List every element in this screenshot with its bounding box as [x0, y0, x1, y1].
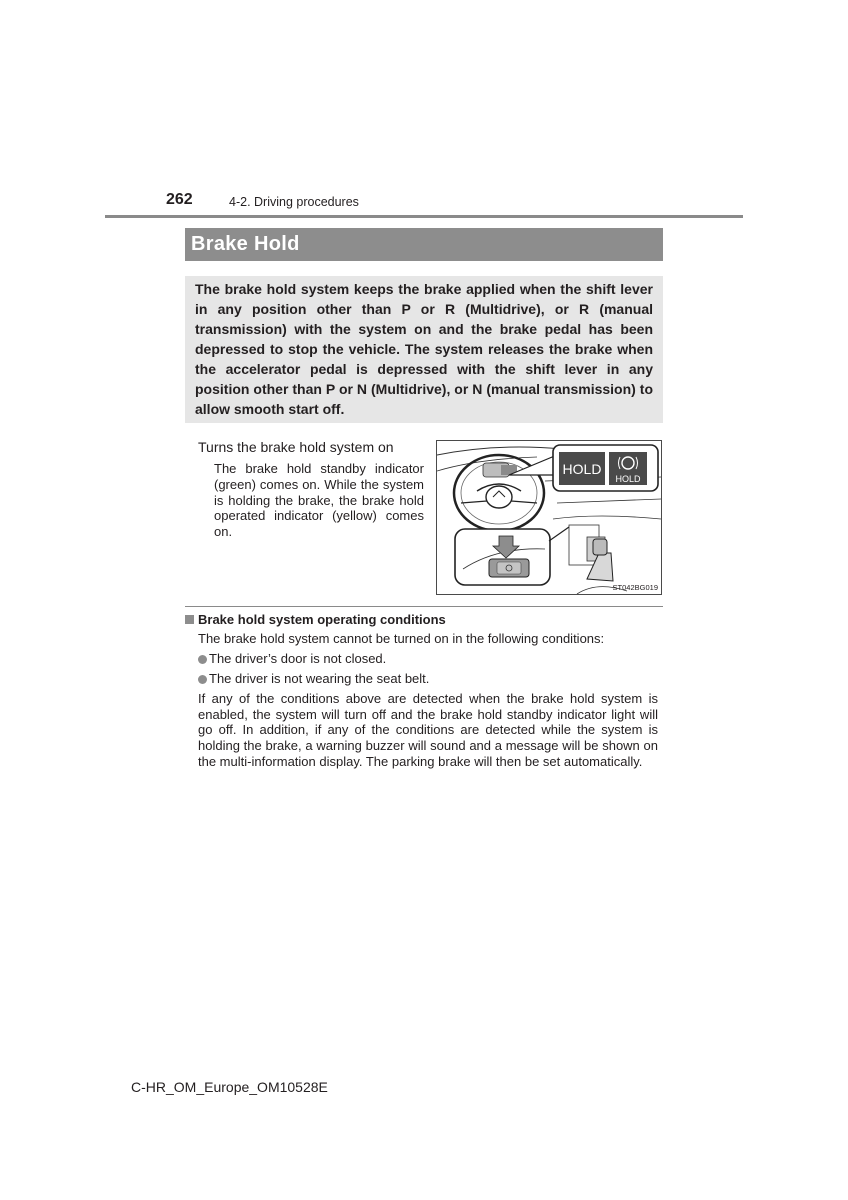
hold-brake-icon-text: HOLD — [615, 474, 641, 484]
brake-hold-illustration — [436, 440, 662, 595]
conditions-body: If any of the conditions above are detected when the brake hold system is enabled, the system will turn off and the brake hold standby indicator light will go off. In addition, if any of the conditions are detected while the system is holding the brake, a warning buzzer will sound and a message will be shown on the multi-information display. The parking brake will then be set automatically. — [198, 691, 658, 769]
dashboard-illustration — [437, 441, 661, 594]
round-bullet-icon — [198, 675, 207, 684]
intro-text: The brake hold system keeps the brake applied when the shift lever in any position other than P or R (Multidrive), or R (manual transmission) with the system on and the brake pedal has been depressed to stop the vehicle. The system releases the brake when the accelerator pedal is depressed with the shift lever in any position other than P or N (Multidrive), or N (manual transmission) to allow smooth start off. — [195, 281, 653, 417]
round-bullet-icon — [198, 655, 207, 664]
page-number: 262 — [166, 191, 193, 208]
subsection-rule — [185, 606, 663, 607]
conditions-lead: The brake hold system cannot be turned on in the following conditions: — [198, 631, 605, 646]
list-item: The driver’s door is not closed. — [198, 651, 658, 667]
subsection-heading — [185, 612, 446, 627]
intro-box — [185, 276, 663, 423]
hold-indicator-text: HOLD — [562, 461, 602, 477]
list-item: The driver is not wearing the seat belt. — [198, 671, 658, 687]
step-description: The brake hold standby indicator (green) comes on. While the system is holding the brake, the brake hold operated indicator (yellow) comes on. — [214, 461, 424, 540]
square-bullet-icon — [185, 615, 194, 624]
indicator-callout — [509, 445, 658, 491]
footer-doc-id: C-HR_OM_Europe_OM10528E — [131, 1079, 328, 1095]
section-title: 4-2. Driving procedures — [229, 195, 359, 209]
page-title: Brake Hold — [185, 228, 663, 261]
header-rule — [105, 215, 743, 218]
figure-code: ST042BG019 — [612, 583, 658, 592]
subsection-heading-text: Brake hold system operating conditions — [198, 612, 446, 627]
step-title: Turns the brake hold system on — [198, 439, 394, 455]
